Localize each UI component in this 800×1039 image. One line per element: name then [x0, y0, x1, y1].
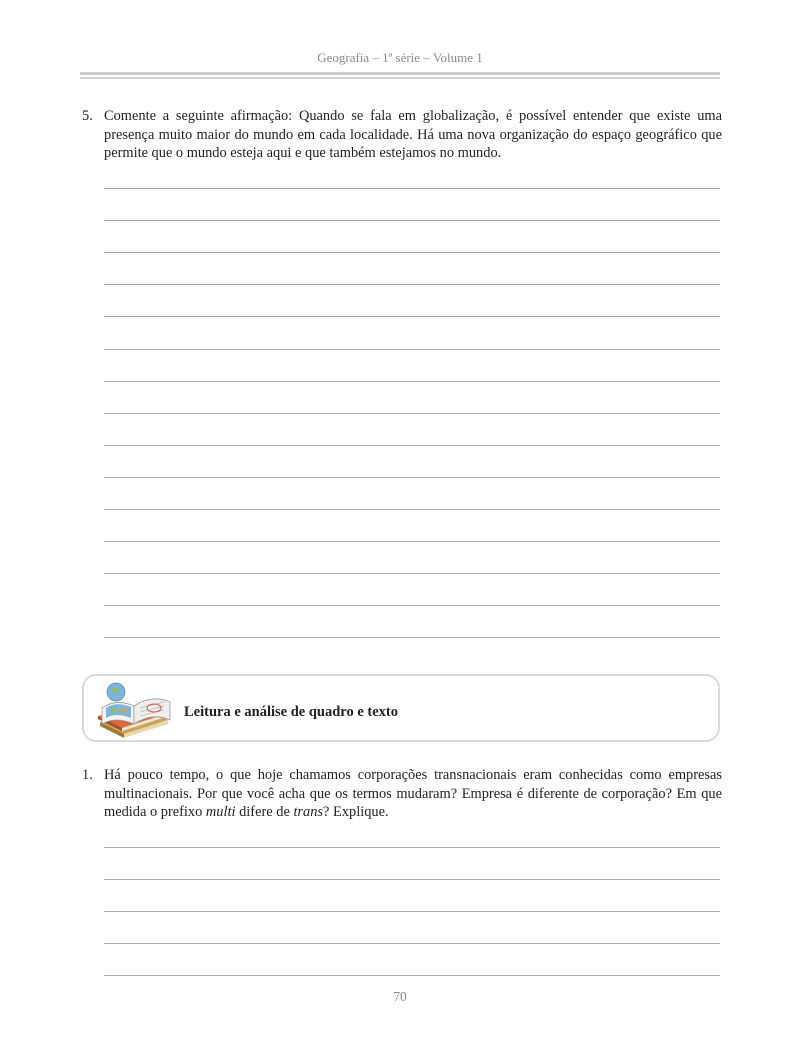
answer-line[interactable] [104, 413, 720, 414]
prefix-trans: trans [293, 804, 324, 820]
answer-line[interactable] [104, 220, 720, 221]
answer-line[interactable] [104, 847, 720, 848]
section-box [82, 674, 720, 742]
answer-line[interactable] [104, 316, 720, 317]
answer-line[interactable] [104, 943, 720, 944]
question-text-part3: ? Explique. [323, 804, 389, 820]
answer-line[interactable] [104, 477, 720, 478]
answer-line[interactable] [104, 349, 720, 350]
question-text-part2: difere de [235, 804, 294, 820]
question-text: Comente a seguinte afirmação: Quando se fala em globalização, é possível entender que existe uma presença muito maior do mundo em cada localidade. Há uma nova organização do espaço geográfico que permite que o mundo esteja aqui e que também estejamos no mundo. [104, 108, 722, 161]
page-number: 70 [393, 989, 407, 1004]
answer-line[interactable] [104, 911, 720, 912]
question-number: 1. [82, 767, 93, 783]
answer-line[interactable] [104, 637, 720, 638]
answer-line[interactable] [104, 509, 720, 510]
section-title: Leitura e análise de quadro e texto [184, 704, 398, 720]
answer-line[interactable] [104, 252, 720, 253]
header-rule-thin [80, 77, 720, 79]
question-number: 5. [82, 108, 93, 124]
answer-line[interactable] [104, 284, 720, 285]
question-5 [82, 107, 722, 163]
question-text-part1: Há pouco tempo, o que hoje chamamos corporações transnacionais eram conhecidas como empresas multinacionais. Por que você acha que os termos mudaram? Empresa é diferente de corporação? Em que medida o prefixo [104, 767, 722, 820]
answer-line[interactable] [104, 605, 720, 606]
answer-line[interactable] [104, 975, 720, 976]
question-text [104, 766, 722, 822]
book-map-icon [94, 678, 176, 740]
answer-line[interactable] [104, 445, 720, 446]
answer-line[interactable] [104, 381, 720, 382]
answer-line[interactable] [104, 541, 720, 542]
header-title: Geografia – 1ª série – Volume 1 [317, 50, 483, 65]
header-rule-thick [80, 72, 720, 75]
answer-line[interactable] [104, 573, 720, 574]
answer-line[interactable] [104, 188, 720, 189]
prefix-multi: multi [205, 804, 236, 820]
answer-line[interactable] [104, 879, 720, 880]
question-1 [82, 766, 722, 822]
